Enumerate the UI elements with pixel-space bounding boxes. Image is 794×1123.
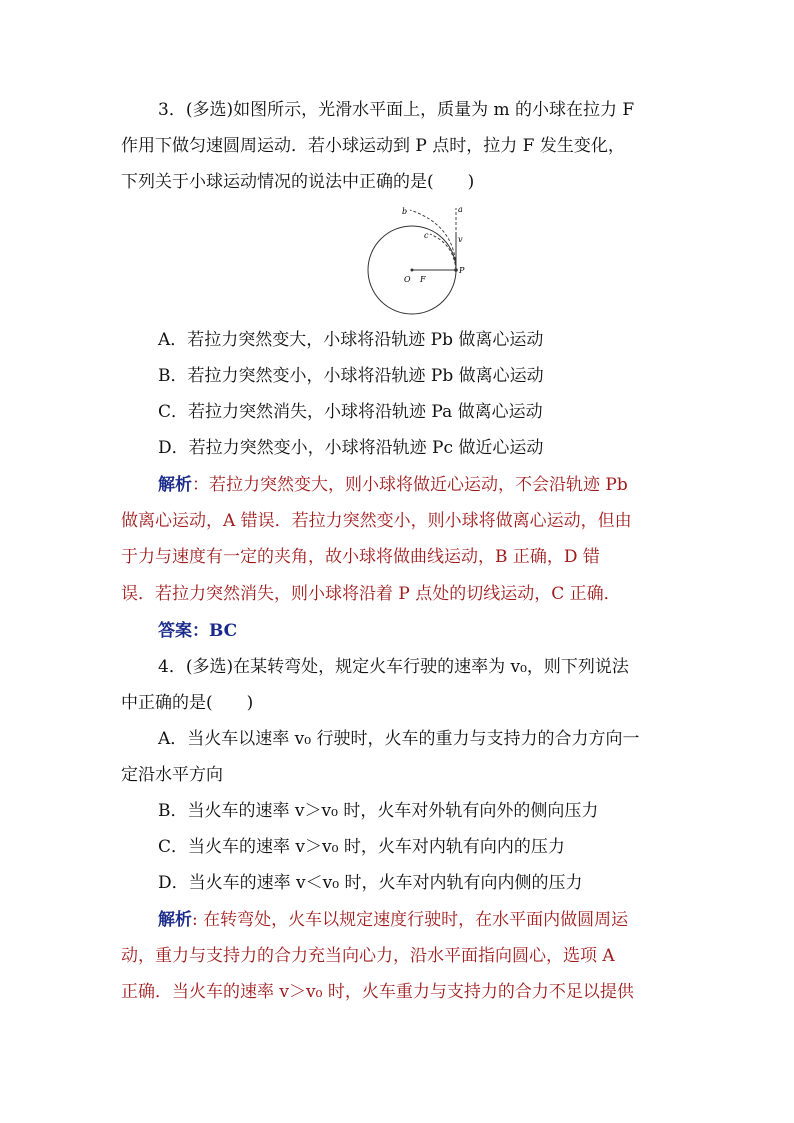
point-p xyxy=(454,268,458,272)
q3-analysis-line3: 于力与速度有一定的夹角，故小球将做曲线运动，B 正确，D 错 xyxy=(121,547,600,567)
center-point xyxy=(411,269,414,272)
label-a: a xyxy=(458,205,463,214)
q4-analysis-line3: 正确．当火车的速率 v＞v₀ 时，火车重力与支持力的合力不足以提供 xyxy=(121,982,634,1002)
circular-motion-diagram xyxy=(360,200,470,318)
q4-option-a: A．当火车以速率 v₀ 行驶时，火车的重力与支持力的合力方向一 xyxy=(158,729,640,749)
q4-option-d: D．当火车的速率 v＜v₀ 时，火车对内轨有向内侧的压力 xyxy=(158,873,583,893)
trajectory-b xyxy=(410,210,456,270)
q3-analysis-line2: 做离心运动，A 错误．若拉力突然变小，则小球将做离心运动，但由 xyxy=(121,511,632,531)
q3-option-c: C．若拉力突然消失，小球将沿轨迹 Pa 做离心运动 xyxy=(158,402,543,422)
q3-answer-label: 答案 xyxy=(158,621,192,641)
q3-analysis-line1: 解析：若拉力突然变大，则小球将做近心运动，不会沿轨迹 Pb xyxy=(158,475,628,495)
q4-option-b: B．当火车的速率 v＞v₀ 时，火车对外轨有向外的侧向压力 xyxy=(158,801,599,821)
q3-option-b: B．若拉力突然变小，小球将沿轨迹 Pb 做离心运动 xyxy=(158,366,544,386)
label-c: c xyxy=(424,231,429,240)
label-p: P xyxy=(459,266,465,275)
q4-option-a-cont: 定沿水平方向 xyxy=(121,765,223,785)
q4-analysis-line2: 动，重力与支持力的合力充当向心力，沿水平面指向圆心，选项 A xyxy=(121,946,615,966)
q4-stem-line1: 4．(多选)在某转弯处，规定火车行驶的速率为 v₀，则下列说法 xyxy=(158,657,629,677)
label-f: F xyxy=(420,275,426,284)
q4-stem-line2: 中正确的是( ) xyxy=(121,693,254,713)
q4-option-c: C．当火车的速率 v＞v₀ 时，火车对内轨有向内的压力 xyxy=(158,837,565,857)
label-b: b xyxy=(402,207,408,216)
q3-option-d: D．若拉力突然变小，小球将沿轨迹 Pc 做近心运动 xyxy=(158,438,544,458)
q3-analysis-label: 解析 xyxy=(158,475,192,495)
label-v: v xyxy=(458,235,463,244)
q3-answer: 答案：BC xyxy=(158,621,238,641)
q3-option-a: A．若拉力突然变大，小球将沿轨迹 Pb 做离心运动 xyxy=(158,330,544,350)
q3-analysis-line4: 误．若拉力突然消失，则小球将沿着 P 点处的切线运动，C 正确． xyxy=(121,584,621,604)
q3-stem-line1: 3．(多选)如图所示，光滑水平面上，质量为 m 的小球在拉力 F xyxy=(158,100,635,120)
q3-stem-line2: 作用下做匀速圆周运动．若小球运动到 P 点时，拉力 F 发生变化， xyxy=(121,136,625,156)
q3-stem-line3: 下列关于小球运动情况的说法中正确的是( ) xyxy=(121,172,475,192)
q4-analysis-line1: 解析: 在转弯处，火车以规定速度行驶时，在水平面内做圆周运 xyxy=(158,910,629,930)
q4-analysis-label: 解析 xyxy=(158,910,192,930)
label-o: O xyxy=(404,275,411,284)
